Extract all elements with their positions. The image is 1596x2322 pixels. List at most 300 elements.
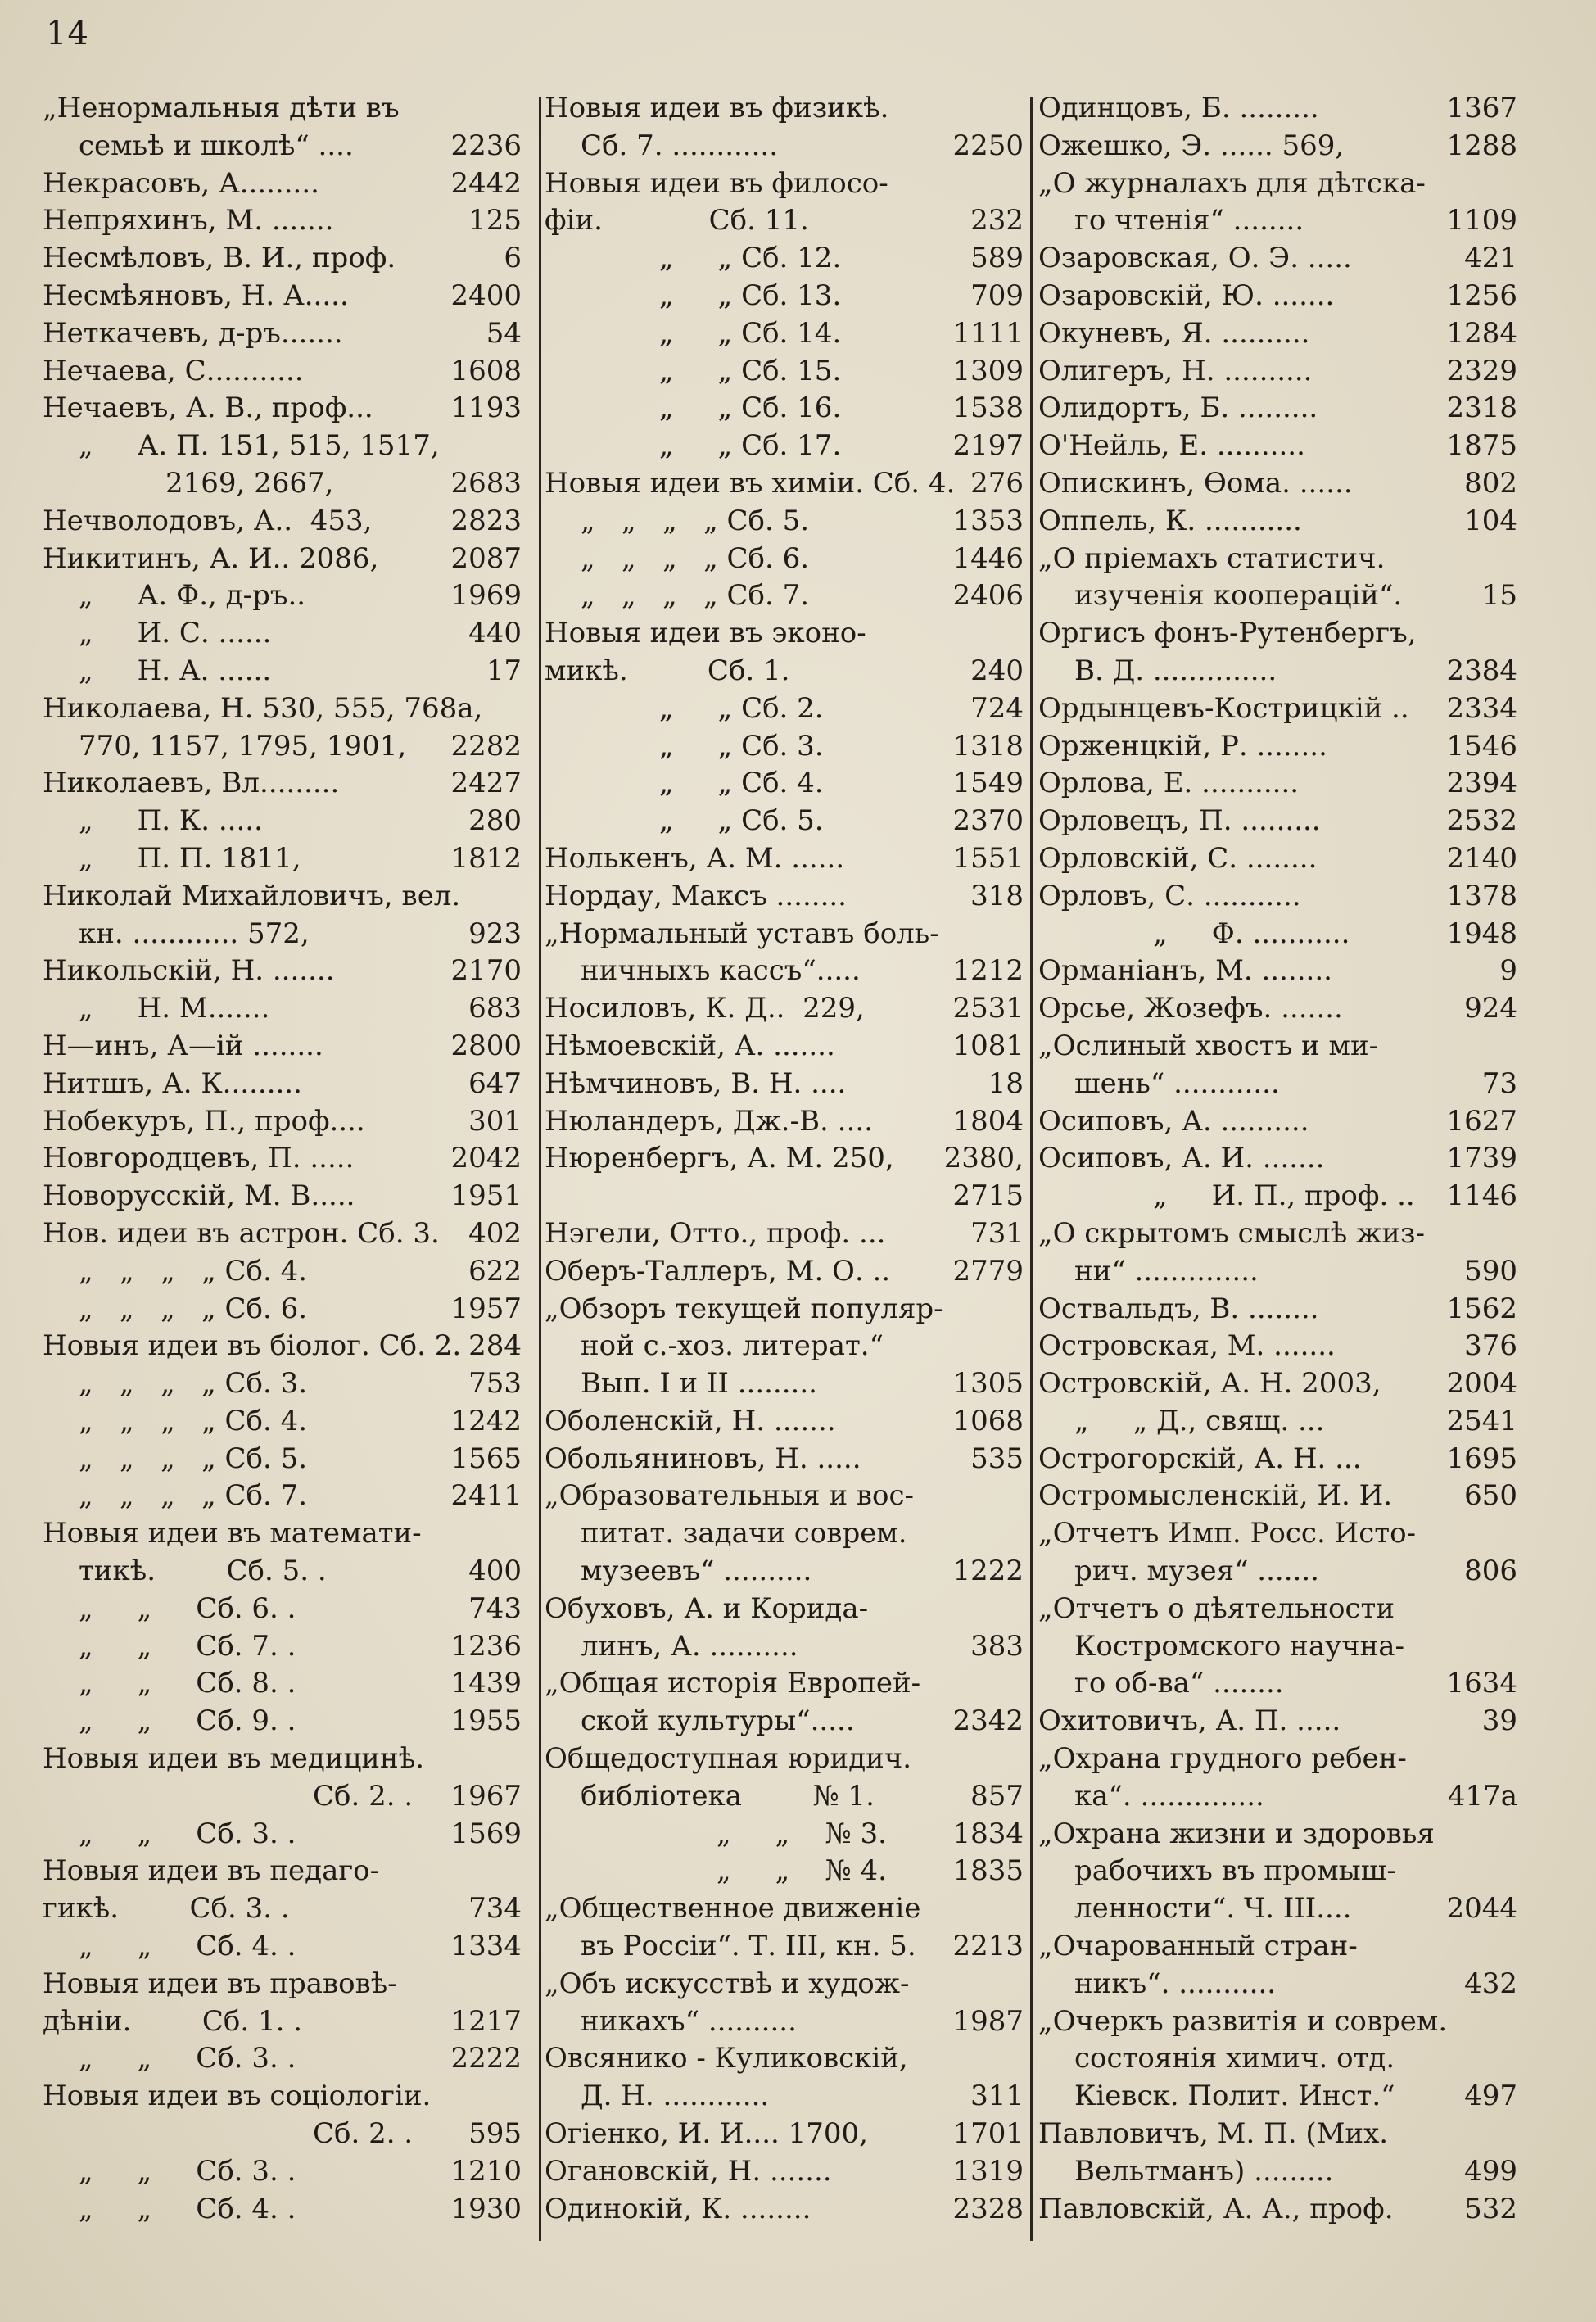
entry-text: Оболенскій, Н. ....... — [545, 1404, 836, 1437]
entry-number: 2222 — [450, 2042, 522, 2075]
index-entry — [1038, 503, 1517, 541]
entry-number: 18 — [988, 1066, 1024, 1100]
entry-text: „ „ Сб. 17. — [659, 429, 842, 463]
entry-text: Орловъ, С. ........... — [1038, 879, 1301, 912]
entry-number: 2779 — [952, 1254, 1024, 1288]
index-entry — [545, 728, 1024, 766]
entry-text: Оберъ-Таллеръ, М. О. .. — [545, 1254, 891, 1288]
entry-number: 709 — [970, 278, 1024, 312]
entry-number: 734 — [468, 1892, 522, 1926]
column-divider-right — [1030, 97, 1033, 2241]
entry-text: „Объ искусствѣ и худож- — [545, 1967, 910, 2000]
entry-number: 1930 — [450, 2192, 522, 2225]
entry-text: Костромского научна- — [1074, 1629, 1405, 1663]
index-entry — [43, 2191, 522, 2229]
index-entry — [545, 916, 1024, 953]
entry-text: Никитинъ, А. И.. 2086, — [43, 541, 379, 575]
index-entry — [1038, 577, 1517, 615]
entry-number: 54 — [486, 316, 522, 350]
entry-text: Нитшъ, А. К......... — [43, 1066, 302, 1100]
entry-text: „ „ „ „ Сб. 4. — [79, 1404, 308, 1437]
index-entry — [545, 2003, 1024, 2041]
entry-text: Новыя идеи въ химіи. Сб. 4. — [545, 466, 956, 500]
index-entry — [43, 1253, 522, 1291]
entry-text: „ „ Сб. 6. . — [79, 1591, 296, 1625]
index-entry — [1038, 315, 1517, 353]
index-entry — [1038, 916, 1517, 953]
entry-text: „ „ Сб. 7. . — [79, 1629, 296, 1663]
entry-text: Д. Н. ............ — [581, 2080, 770, 2113]
entry-number: 1212 — [952, 954, 1024, 988]
entry-text: „ „ „ „ Сб. 6. — [79, 1292, 308, 1325]
entry-number: 924 — [1464, 992, 1517, 1025]
entry-text: Озаровскій, Ю. ....... — [1038, 278, 1335, 312]
entry-number: 2531 — [952, 992, 1024, 1025]
entry-text: „Общая исторія Европей- — [545, 1667, 921, 1700]
entry-text: „ „ Сб. 3. . — [79, 2154, 296, 2188]
index-entry — [1038, 1253, 1517, 1291]
index-entry — [545, 1441, 1024, 1478]
entry-number: 589 — [970, 242, 1024, 275]
index-entry — [545, 615, 1024, 653]
entry-text: Николай Михайловичъ, вел. — [43, 879, 461, 912]
index-entry — [1038, 128, 1517, 165]
entry-text: Опискинъ, Ѳома. ...... — [1038, 466, 1353, 500]
entry-number: 1967 — [450, 1779, 522, 1813]
index-entry — [43, 615, 522, 653]
entry-number: 2342 — [952, 1704, 1024, 1738]
entry-text: „ „ Сб. 5. — [659, 804, 824, 838]
entry-number: 2140 — [1446, 841, 1517, 875]
entry-text: Новыя идеи въ математи- — [43, 1517, 422, 1550]
entry-text: „ „ Сб. 3. . — [79, 2042, 296, 2075]
entry-text: Николаевъ, Вл......... — [43, 767, 340, 800]
entry-text: Нечаевъ, А. В., проф... — [43, 392, 373, 425]
index-entry — [1038, 2191, 1517, 2229]
entry-text: кн. ............ 572, — [79, 917, 310, 950]
index-entry — [43, 353, 522, 391]
index-entry — [43, 165, 522, 203]
entry-number: 2406 — [952, 579, 1024, 613]
entry-text: Новыя идеи въ правовѣ- — [43, 1967, 397, 2000]
entry-text: Оствальдъ, В. ........ — [1038, 1292, 1319, 1325]
entry-number: 1957 — [450, 1292, 522, 1325]
entry-number: 2800 — [450, 1029, 522, 1062]
entry-text: Остромысленскій, И. И. — [1038, 1479, 1393, 1513]
index-entry — [43, 1778, 522, 1816]
index-entry — [1038, 1740, 1517, 1778]
entry-text: „ „ № 3. — [717, 1817, 887, 1850]
column-3 — [1038, 90, 1517, 2228]
entry-number: 276 — [970, 466, 1024, 500]
entry-number: 432 — [1464, 1967, 1517, 2000]
entry-number: 1551 — [952, 841, 1024, 875]
entry-number: 400 — [468, 1555, 522, 1588]
index-entry — [1038, 1478, 1517, 1515]
index-entry — [545, 990, 1024, 1028]
index-entry — [545, 428, 1024, 465]
entry-number: 724 — [970, 691, 1024, 725]
entry-text: ной с.-хоз. литерат.“ — [581, 1329, 884, 1363]
entry-text: „ „ „ „ Сб. 3. — [79, 1367, 308, 1401]
entry-number: 402 — [468, 1216, 522, 1250]
entry-number: 6 — [504, 242, 522, 275]
entry-text: гикѣ. Сб. 3. . — [43, 1892, 290, 1926]
index-entry — [1038, 428, 1517, 465]
entry-text: „ П. П. 1811, — [79, 841, 301, 875]
entry-number: 2532 — [1446, 804, 1517, 838]
entry-text: Олидортъ, Б. ......... — [1038, 392, 1318, 425]
entry-number: 595 — [468, 2117, 522, 2151]
entry-number: 9 — [1499, 954, 1517, 988]
entry-text: никахъ“ .......... — [581, 2004, 797, 2038]
entry-text: „О скрытомъ смыслѣ жиз- — [1038, 1216, 1426, 1250]
entry-text: „ „ Д., свящ. ... — [1074, 1404, 1325, 1437]
entry-text: Новыя идеи въ соціологіи. — [43, 2080, 432, 2113]
index-entry — [545, 1291, 1024, 1328]
entry-number: 2004 — [1446, 1367, 1517, 1401]
index-entry — [43, 1591, 522, 1628]
entry-text: Оппель, К. ........... — [1038, 504, 1302, 537]
index-entry — [43, 1103, 522, 1141]
index-entry — [1038, 765, 1517, 803]
entry-text: „Отчетъ о дѣятельности — [1038, 1591, 1395, 1625]
entry-number: 1146 — [1446, 1179, 1517, 1213]
entry-text: В. Д. .............. — [1074, 654, 1277, 687]
index-entry — [1038, 1591, 1517, 1628]
page-number: 14 — [46, 15, 89, 52]
index-entry — [1038, 240, 1517, 278]
index-entry — [43, 1740, 522, 1778]
entry-number: 2087 — [450, 541, 522, 575]
index-entry — [1038, 1028, 1517, 1066]
index-entry — [545, 315, 1024, 353]
entry-number: 2384 — [1446, 654, 1517, 687]
entry-text: Одинцовъ, Б. ......... — [1038, 92, 1319, 124]
index-entry — [43, 2078, 522, 2116]
index-entry — [1038, 1403, 1517, 1441]
entry-text: шень“ ............ — [1074, 1066, 1280, 1100]
index-entry — [1038, 990, 1517, 1028]
entry-number: 1948 — [1446, 917, 1517, 950]
index-entry — [545, 1028, 1024, 1066]
entry-number: 1739 — [1446, 1142, 1517, 1175]
index-entry — [43, 953, 522, 990]
entry-text: „ „ „ „ Сб. 7. — [581, 579, 810, 613]
entry-text: „Общественное движеніе — [545, 1892, 921, 1926]
index-entry — [545, 840, 1024, 878]
entry-text: Нолькенъ, А. М. ...... — [545, 841, 845, 875]
entry-number: 15 — [1481, 579, 1517, 613]
entry-text: „ „ Сб. 13. — [659, 278, 842, 312]
entry-text: „ „ Сб. 9. . — [79, 1704, 296, 1738]
entry-number: 417а — [1447, 1779, 1517, 1813]
entry-text: Орлова, Е. ........... — [1038, 767, 1300, 800]
index-entry — [1038, 1215, 1517, 1253]
entry-text: Одинокій, К. ........ — [545, 2192, 812, 2225]
column-divider-left — [539, 97, 541, 2241]
index-entry — [43, 465, 522, 503]
index-entry — [43, 1291, 522, 1328]
index-entry — [43, 1028, 522, 1066]
entry-text: Непряхинъ, М. ....... — [43, 204, 334, 238]
entry-number: 1353 — [952, 504, 1024, 537]
entry-number: 923 — [468, 917, 522, 950]
index-entry — [1038, 1515, 1517, 1553]
entry-text: го об-ва“ ........ — [1074, 1667, 1284, 1700]
entry-number: 2380, — [943, 1142, 1024, 1175]
entry-text: 770, 1157, 1795, 1901, — [79, 729, 407, 763]
entry-number: 2427 — [450, 767, 522, 800]
index-entry — [545, 90, 1024, 128]
entry-text: „Обзоръ текущей популяр- — [545, 1292, 943, 1325]
index-entry — [545, 1778, 1024, 1816]
index-entry — [1038, 1140, 1517, 1178]
index-entry — [1038, 803, 1517, 840]
entry-text: ни“ .............. — [1074, 1254, 1259, 1288]
entry-number: 383 — [970, 1629, 1024, 1663]
entry-text: „ „ Сб. 3. . — [79, 1817, 296, 1850]
index-entry — [1038, 278, 1517, 315]
index-entry — [43, 803, 522, 840]
entry-number: 1288 — [1446, 129, 1517, 162]
entry-number: 376 — [1464, 1329, 1517, 1363]
index-entry — [1038, 1966, 1517, 2003]
entry-text: Некрасовъ, А......... — [43, 166, 319, 200]
entry-text: „ „ Сб. 3. — [659, 729, 824, 763]
entry-text: Никольскій, Н. ....... — [43, 954, 335, 988]
index-entry — [545, 1066, 1024, 1103]
entry-number: 802 — [1464, 466, 1517, 500]
entry-text: „ „ Сб. 14. — [659, 316, 842, 350]
entry-number: 1834 — [952, 1817, 1024, 1850]
entry-text: Обольяниновъ, Н. ..... — [545, 1442, 861, 1475]
index-entry — [1038, 1441, 1517, 1478]
entry-text: „ „ № 4. — [717, 1854, 887, 1888]
entry-number: 857 — [970, 1779, 1024, 1813]
index-entry — [545, 2191, 1024, 2229]
index-entry — [1038, 2040, 1517, 2078]
entry-text: фіи. Сб. 11. — [545, 204, 809, 238]
entry-text: Кіевск. Полит. Инст.“ — [1074, 2080, 1395, 2113]
entry-text: Павловскій, А. А., проф. — [1038, 2192, 1394, 2225]
entry-number: 2370 — [952, 804, 1024, 838]
entry-text: Новгородцевъ, П. ..... — [43, 1142, 355, 1175]
entry-text: питат. задачи соврем. — [581, 1517, 907, 1550]
entry-text: Овсянико - Куликовскій, — [545, 2042, 908, 2075]
index-entry — [1038, 878, 1517, 916]
entry-text: Орсье, Жозефъ. ....... — [1038, 992, 1343, 1025]
entry-number: 2318 — [1446, 392, 1517, 425]
entry-number: 2044 — [1446, 1892, 1517, 1926]
index-entry — [43, 1890, 522, 1928]
entry-number: 590 — [1464, 1254, 1517, 1288]
entry-number: 647 — [468, 1066, 522, 1100]
entry-text: Нобекуръ, П., проф.... — [43, 1104, 365, 1138]
entry-text: Орловецъ, П. ......... — [1038, 804, 1321, 838]
index-entry — [545, 878, 1024, 916]
index-entry — [1038, 840, 1517, 878]
index-entry — [545, 1403, 1024, 1441]
entry-text: „ А. Ф., д-ръ.. — [79, 579, 306, 613]
entry-number: 1217 — [450, 2004, 522, 2038]
index-entry — [545, 2153, 1024, 2191]
entry-number: 2442 — [450, 166, 522, 200]
index-entry — [545, 1215, 1024, 1253]
entry-number: 2328 — [952, 2192, 1024, 2225]
entry-number: 497 — [1464, 2080, 1517, 2113]
entry-text: „ „ „ „ Сб. 5. — [79, 1442, 308, 1475]
index-entry — [1038, 615, 1517, 653]
entry-number: 284 — [468, 1329, 522, 1363]
index-entry — [545, 541, 1024, 578]
index-entry — [43, 1328, 522, 1365]
index-entry — [43, 1853, 522, 1890]
index-entry — [1038, 165, 1517, 203]
entry-text: „Образовательныя и вос- — [545, 1479, 915, 1513]
entry-text: Несмѣяновъ, Н. А..... — [43, 278, 349, 312]
column-2 — [545, 90, 1024, 2228]
entry-text: ской культуры“..... — [581, 1704, 855, 1738]
index-entry — [1038, 2078, 1517, 2116]
index-entry — [43, 1178, 522, 1215]
entry-text: Неткачевъ, д-ръ....... — [43, 316, 343, 350]
entry-text: Новорусскій, М. В..... — [43, 1179, 355, 1213]
entry-text: Вып. I и II ......... — [581, 1367, 817, 1401]
entry-number: 1367 — [1446, 92, 1517, 124]
index-entry — [43, 1966, 522, 2003]
index-entry — [43, 428, 522, 465]
index-entry — [43, 1628, 522, 1666]
entry-text: „ „ „ „ Сб. 5. — [581, 504, 810, 537]
entry-number: 1987 — [952, 2004, 1024, 2038]
entry-text: „О пріемахъ статистич. — [1038, 541, 1386, 575]
index-entry — [545, 577, 1024, 615]
index-entry — [43, 2040, 522, 2078]
entry-text: ленности“. Ч. III.... — [1074, 1892, 1352, 1926]
entry-text: „ „ Сб. 15. — [659, 354, 842, 387]
index-entry — [545, 1628, 1024, 1666]
index-entry — [43, 1441, 522, 1478]
index-entry — [1038, 1628, 1517, 1666]
index-entry — [1038, 1365, 1517, 1403]
entry-text: изученія кооперацій“. — [1074, 579, 1403, 613]
index-entry — [43, 577, 522, 615]
entry-text: „О журналахъ для дѣтска- — [1038, 166, 1426, 200]
index-entry — [43, 653, 522, 690]
index-entry — [43, 1140, 522, 1178]
entry-text: „Отчетъ Имп. Росс. Исто- — [1038, 1517, 1417, 1550]
entry-text: Новыя идеи въ физикѣ. — [545, 92, 889, 124]
index-entry — [43, 240, 522, 278]
entry-number: 1835 — [952, 1854, 1024, 1888]
entry-number: 1608 — [450, 354, 522, 387]
entry-number: 1318 — [952, 729, 1024, 763]
index-entry — [545, 690, 1024, 728]
entry-text: Сб. 7. ............ — [581, 129, 779, 162]
entry-text: „ И. П., проф. .. — [1153, 1179, 1415, 1213]
entry-number: 1549 — [952, 767, 1024, 800]
entry-number: 1256 — [1446, 278, 1517, 312]
entry-text: „ П. К. ..... — [79, 804, 263, 838]
index-entry — [545, 165, 1024, 203]
entry-text: Нэгели, Отто., проф. ... — [545, 1216, 886, 1250]
index-entry — [545, 2040, 1024, 2078]
entry-number: 1695 — [1446, 1442, 1517, 1475]
index-entry — [43, 1478, 522, 1515]
entry-text: Орженцкій, Р. ........ — [1038, 729, 1327, 763]
index-entry — [43, 2116, 522, 2153]
entry-text: Обуховъ, А. и Корида- — [545, 1591, 869, 1625]
entry-number: 2250 — [952, 129, 1024, 162]
entry-text: Новыя идеи въ эконо- — [545, 617, 866, 650]
entry-text: Орманіанъ, М. ........ — [1038, 954, 1332, 988]
index-entry — [1038, 1553, 1517, 1591]
entry-number: 17 — [486, 654, 522, 687]
entry-number: 753 — [468, 1367, 522, 1401]
entry-number: 1538 — [952, 392, 1024, 425]
index-entry — [43, 1665, 522, 1703]
index-entry — [43, 1365, 522, 1403]
index-entry — [1038, 1853, 1517, 1890]
entry-text: рабочихъ въ промыш- — [1074, 1854, 1396, 1888]
index-entry — [43, 315, 522, 353]
index-entry — [43, 878, 522, 916]
index-entry — [545, 1253, 1024, 1291]
entry-text: никъ“. ........... — [1074, 1967, 1277, 2000]
entry-number: 1378 — [1446, 879, 1517, 912]
entry-number: 1634 — [1446, 1667, 1517, 1700]
index-entry — [1038, 1928, 1517, 1966]
entry-number: 311 — [970, 2080, 1024, 2113]
index-entry — [545, 1140, 1024, 1178]
entry-text: 2169, 2667, — [165, 466, 334, 500]
entry-number: 1109 — [1446, 204, 1517, 238]
column-1 — [43, 90, 522, 2228]
index-entry — [43, 1928, 522, 1966]
index-entry — [1038, 202, 1517, 240]
index-entry — [545, 765, 1024, 803]
entry-number: 1236 — [450, 1629, 522, 1663]
entry-text: Сб. 2. . — [313, 2117, 414, 2151]
index-entry — [43, 840, 522, 878]
entry-text: библіотека № 1. — [581, 1779, 875, 1813]
index-entry — [545, 1665, 1024, 1703]
index-entry — [545, 2078, 1024, 2116]
entry-number: 1439 — [450, 1667, 522, 1700]
index-entry — [1038, 1066, 1517, 1103]
entry-text: Новыя идеи въ педаго- — [43, 1854, 380, 1888]
index-entry — [545, 1515, 1024, 1553]
entry-text: Нечволодовъ, А.. 453, — [43, 504, 373, 537]
entry-number: 1242 — [450, 1404, 522, 1437]
index-entry — [1038, 353, 1517, 391]
index-entry — [545, 353, 1024, 391]
entry-text: тикѣ. Сб. 5. . — [79, 1555, 327, 1588]
entry-text: „ „ Сб. 2. — [659, 691, 824, 725]
entry-number: 280 — [468, 804, 522, 838]
index-entry — [43, 1066, 522, 1103]
index-entry — [545, 1591, 1024, 1628]
index-entry — [43, 1403, 522, 1441]
index-entry — [1038, 728, 1517, 766]
entry-text: Нѣмчиновъ, В. Н. .... — [545, 1066, 847, 1100]
index-entry — [1038, 2116, 1517, 2153]
entry-text: Несмѣловъ, В. И., проф. — [43, 242, 396, 275]
entry-text: „ И. С. ...... — [79, 617, 272, 650]
entry-number: 2329 — [1446, 354, 1517, 387]
entry-text: Огановскій, Н. ....... — [545, 2154, 832, 2188]
